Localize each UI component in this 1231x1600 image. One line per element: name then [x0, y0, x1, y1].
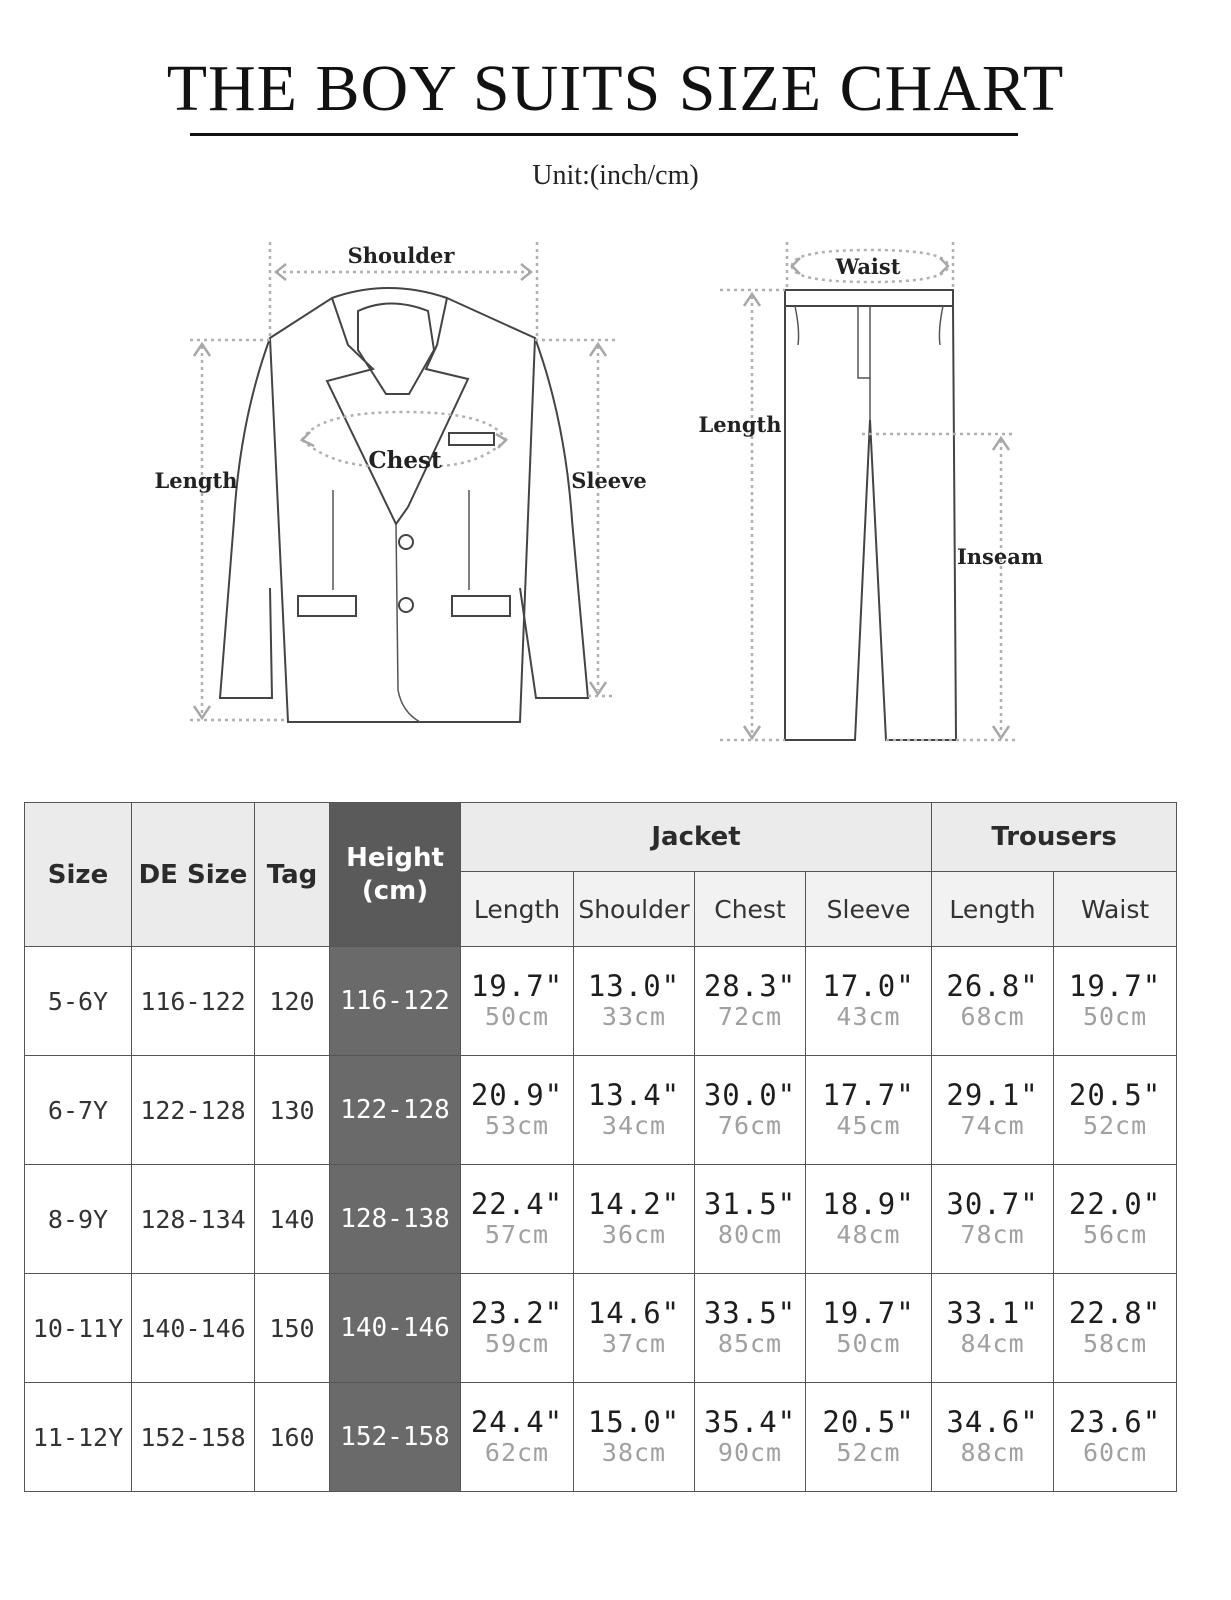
value-cm: 36cm	[601, 1220, 667, 1250]
value-inch: 22.0"	[1068, 1187, 1162, 1222]
table-row	[25, 947, 1177, 1056]
size-table	[24, 802, 1177, 1492]
inseam-label: Inseam	[956, 544, 1044, 569]
value-inch: 20.5"	[822, 1405, 915, 1440]
cell-jacket-chest	[695, 1056, 806, 1165]
value-inch: 23.6"	[1068, 1405, 1162, 1440]
value-cm: 56cm	[1082, 1220, 1148, 1250]
cell-trousers-waist	[1054, 1165, 1177, 1274]
shoulder-label: Shoulder	[347, 243, 455, 268]
cell-tag: 120	[255, 947, 330, 1056]
value-cm: 78cm	[960, 1220, 1025, 1250]
value-cm: 59cm	[484, 1329, 550, 1359]
cell-trousers-length	[932, 947, 1054, 1056]
value-cm: 50cm	[484, 1002, 550, 1032]
value-cm: 45cm	[836, 1111, 901, 1141]
sleeve-label: Sleeve	[571, 468, 647, 493]
value-cm: 53cm	[484, 1111, 550, 1141]
cell-de-size: 122-128	[132, 1056, 255, 1165]
value-inch: 13.0"	[587, 969, 681, 1004]
cell-jacket-shoulder	[574, 1274, 695, 1383]
value-cm: 57cm	[484, 1220, 550, 1250]
cell-jacket-length	[461, 1165, 574, 1274]
value-cm: 58cm	[1082, 1329, 1148, 1359]
value-inch: 24.4"	[470, 1405, 564, 1440]
cell-height: 122-128	[330, 1056, 461, 1165]
cell-de-size: 152-158	[132, 1383, 255, 1492]
value-cm: 84cm	[960, 1329, 1025, 1359]
header-height-line2: (cm)	[361, 875, 429, 906]
cell-jacket-sleeve	[806, 1056, 932, 1165]
cell-jacket-shoulder	[574, 1056, 695, 1165]
value-inch: 19.7"	[1068, 969, 1162, 1004]
subheader-jacket-chest: Chest	[695, 872, 806, 947]
subheader-trousers-waist: Waist	[1054, 872, 1177, 947]
value-inch: 17.7"	[822, 1078, 915, 1113]
value-cm: 50cm	[1082, 1002, 1148, 1032]
unit-label: Unit:(inch/cm)	[532, 160, 699, 191]
value-cm: 85cm	[717, 1329, 783, 1359]
jacket-guides	[190, 242, 615, 720]
table-row	[25, 1056, 1177, 1165]
cell-height: 116-122	[330, 947, 461, 1056]
value-inch: 14.6"	[587, 1296, 681, 1331]
cell-de-size: 140-146	[132, 1274, 255, 1383]
value-cm: 62cm	[484, 1438, 550, 1468]
trousers-length-label: Length	[698, 412, 782, 437]
header-de-size: DE Size	[132, 803, 255, 947]
cell-tag: 140	[255, 1165, 330, 1274]
cell-trousers-waist	[1054, 1056, 1177, 1165]
cell-de-size: 116-122	[132, 947, 255, 1056]
value-cm: 74cm	[960, 1111, 1025, 1141]
cell-jacket-shoulder	[574, 947, 695, 1056]
value-cm: 50cm	[836, 1329, 901, 1359]
header-jacket: Jacket	[461, 803, 932, 872]
cell-trousers-waist	[1054, 947, 1177, 1056]
cell-tag: 160	[255, 1383, 330, 1492]
value-inch: 23.2"	[470, 1296, 564, 1331]
value-cm: 68cm	[960, 1002, 1025, 1032]
subheader-jacket-sleeve: Sleeve	[806, 872, 932, 947]
measurement-diagram	[0, 0, 1231, 790]
subheader-jacket-length: Length	[461, 872, 574, 947]
cell-jacket-chest	[695, 1383, 806, 1492]
table-row	[25, 1383, 1177, 1492]
value-inch: 31.5"	[703, 1187, 797, 1222]
value-inch: 29.1"	[946, 1078, 1039, 1113]
trousers-illustration	[785, 290, 956, 740]
cell-size: 6-7Y	[25, 1056, 132, 1165]
cell-de-size: 128-134	[132, 1165, 255, 1274]
value-inch: 26.8"	[946, 969, 1039, 1004]
value-inch: 13.4"	[587, 1078, 681, 1113]
header-height	[330, 803, 461, 947]
cell-jacket-sleeve	[806, 1274, 932, 1383]
value-cm: 76cm	[717, 1111, 783, 1141]
value-inch: 17.0"	[822, 969, 915, 1004]
cell-size: 11-12Y	[25, 1383, 132, 1492]
value-inch: 20.9"	[470, 1078, 564, 1113]
subheader-jacket-shoulder: Shoulder	[574, 872, 695, 947]
cell-trousers-length	[932, 1056, 1054, 1165]
header-size: Size	[25, 803, 132, 947]
value-inch: 20.5"	[1068, 1078, 1162, 1113]
jacket-length-label: Length	[154, 468, 238, 493]
value-cm: 43cm	[836, 1002, 901, 1032]
cell-size: 8-9Y	[25, 1165, 132, 1274]
cell-trousers-length	[932, 1165, 1054, 1274]
jacket-illustration	[220, 288, 588, 722]
page-title: THE BOY SUITS SIZE CHART	[166, 52, 1065, 125]
value-inch: 33.1"	[946, 1296, 1039, 1331]
cell-jacket-sleeve	[806, 947, 932, 1056]
value-cm: 80cm	[717, 1220, 783, 1250]
cell-jacket-length	[461, 1056, 574, 1165]
cell-height: 152-158	[330, 1383, 461, 1492]
value-inch: 34.6"	[946, 1405, 1039, 1440]
cell-jacket-sleeve	[806, 1165, 932, 1274]
value-cm: 34cm	[601, 1111, 667, 1141]
cell-trousers-waist	[1054, 1383, 1177, 1492]
value-cm: 33cm	[601, 1002, 667, 1032]
value-cm: 88cm	[960, 1438, 1025, 1468]
cell-tag: 150	[255, 1274, 330, 1383]
value-inch: 33.5"	[703, 1296, 797, 1331]
header-tag: Tag	[255, 803, 330, 947]
cell-jacket-chest	[695, 1274, 806, 1383]
cell-trousers-waist	[1054, 1274, 1177, 1383]
cell-size: 5-6Y	[25, 947, 132, 1056]
value-inch: 28.3"	[703, 969, 797, 1004]
cell-jacket-length	[461, 1274, 574, 1383]
value-inch: 15.0"	[587, 1405, 681, 1440]
table-row	[25, 1274, 1177, 1383]
cell-jacket-sleeve	[806, 1383, 932, 1492]
value-cm: 37cm	[601, 1329, 667, 1359]
value-inch: 19.7"	[822, 1296, 915, 1331]
subheader-trousers-length: Length	[932, 872, 1054, 947]
cell-jacket-shoulder	[574, 1383, 695, 1492]
cell-size: 10-11Y	[25, 1274, 132, 1383]
cell-jacket-length	[461, 1383, 574, 1492]
value-cm: 52cm	[1082, 1111, 1148, 1141]
value-cm: 72cm	[717, 1002, 783, 1032]
chest-label: Chest	[368, 447, 442, 474]
table-row	[25, 1165, 1177, 1274]
value-inch: 18.9"	[822, 1187, 915, 1222]
value-cm: 90cm	[717, 1438, 783, 1468]
cell-jacket-shoulder	[574, 1165, 695, 1274]
cell-tag: 130	[255, 1056, 330, 1165]
value-inch: 22.8"	[1068, 1296, 1162, 1331]
value-inch: 19.7"	[470, 969, 564, 1004]
value-inch: 30.0"	[703, 1078, 797, 1113]
value-inch: 22.4"	[470, 1187, 564, 1222]
header-trousers: Trousers	[932, 803, 1177, 872]
waist-label: Waist	[835, 254, 901, 279]
value-cm: 52cm	[836, 1438, 901, 1468]
cell-jacket-length	[461, 947, 574, 1056]
cell-jacket-chest	[695, 947, 806, 1056]
value-inch: 35.4"	[703, 1405, 797, 1440]
value-cm: 48cm	[836, 1220, 901, 1250]
cell-trousers-length	[932, 1383, 1054, 1492]
value-cm: 60cm	[1082, 1438, 1148, 1468]
cell-height: 140-146	[330, 1274, 461, 1383]
cell-trousers-length	[932, 1274, 1054, 1383]
cell-jacket-chest	[695, 1165, 806, 1274]
header-height-line1: Height	[346, 843, 444, 873]
value-cm: 38cm	[601, 1438, 667, 1468]
value-inch: 14.2"	[587, 1187, 681, 1222]
cell-height: 128-138	[330, 1165, 461, 1274]
value-inch: 30.7"	[946, 1187, 1039, 1222]
